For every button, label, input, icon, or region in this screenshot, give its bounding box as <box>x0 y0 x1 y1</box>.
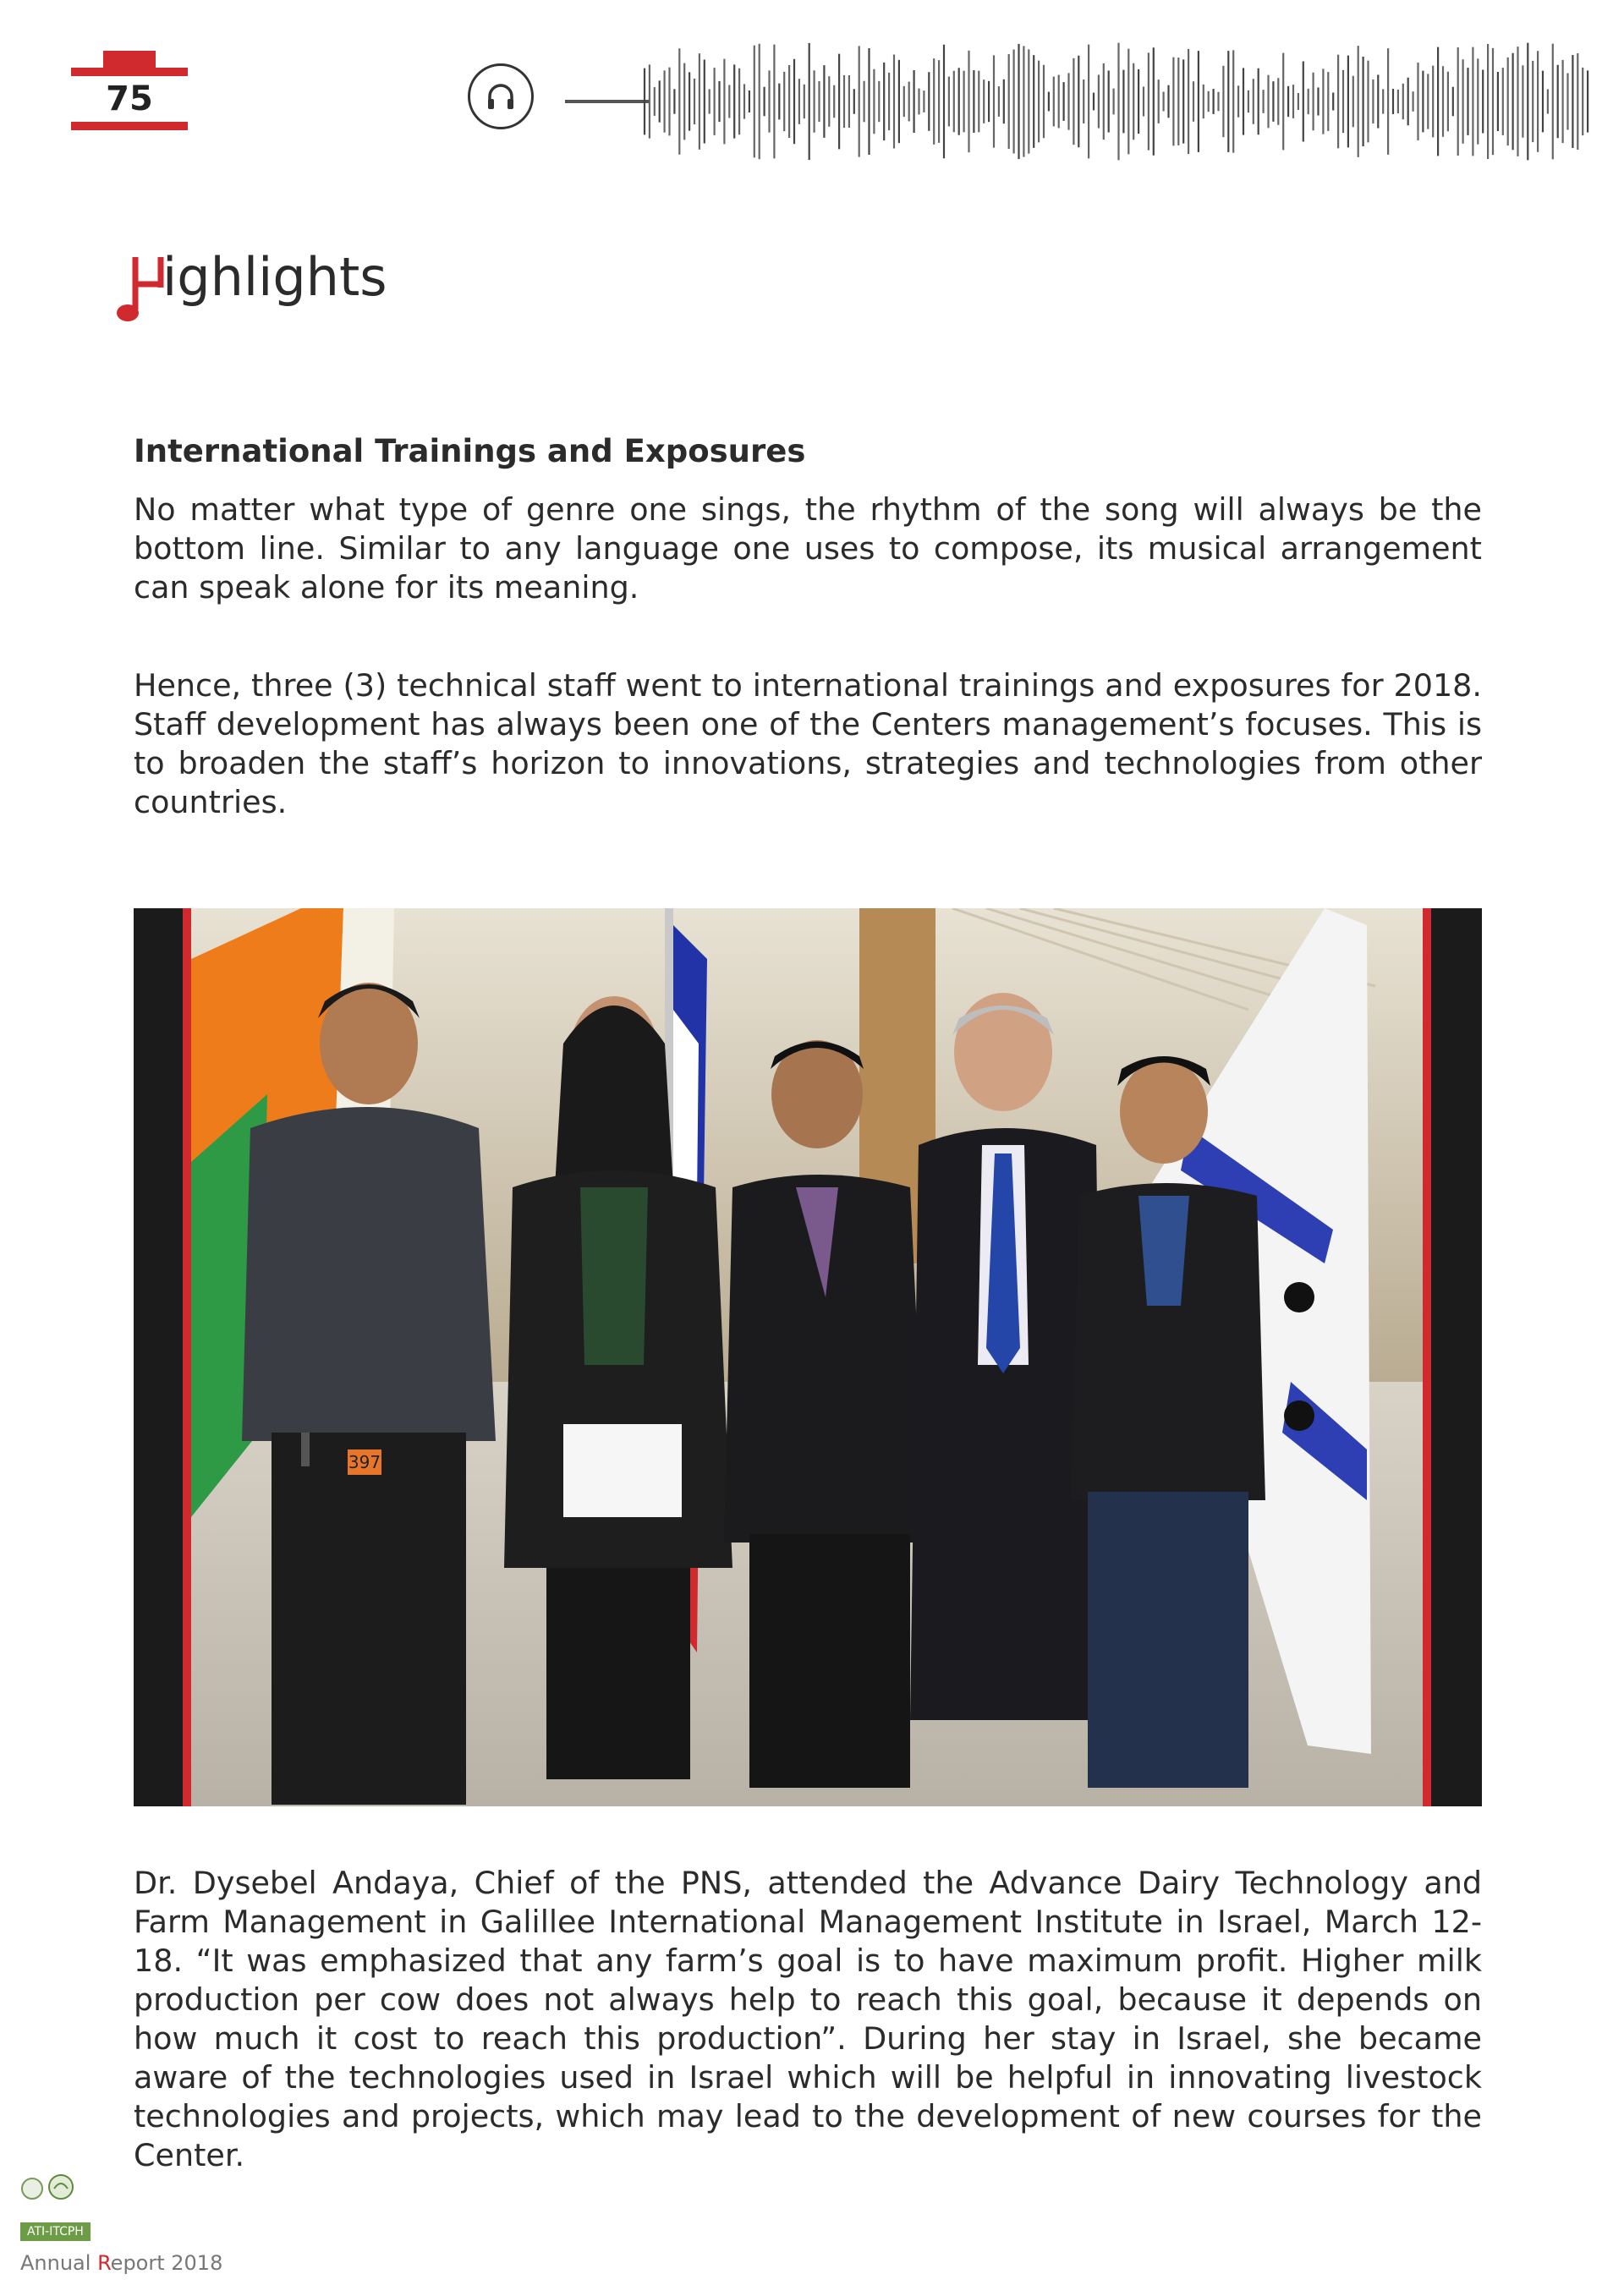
group-photo-scene <box>191 908 1423 1806</box>
page-number-block <box>71 51 188 125</box>
annual-label-r: R <box>97 2251 111 2275</box>
annual-label-rest: eport 2018 <box>110 2251 223 2275</box>
photo-tag-number: 397 <box>348 1452 381 1472</box>
group-photo <box>134 908 1482 1806</box>
page-number-bar-bottom <box>71 122 188 130</box>
page-number: 75 <box>106 79 153 118</box>
photo-caption: Dr. Dysebel Andaya, Chief of the PNS, attended the Advance Dairy Technology and Farm Management in Galillee International Management Institute in Israel, March 12-18. “It was emphasized that any farm’s goal is to have maximum profit. Higher milk production per cow does not always help to reach this goal, because it depends on how much it cost to reach this production”. During her stay in Israel, she became aware of the technologies used in Israel which will be helpful in innovating livestock technologies and projects, which may lead to the development of new courses for the Center. <box>134 1865 1482 2173</box>
organization-logos-icon <box>20 2172 88 2206</box>
footer-badge: ATI-ITCPH <box>20 2222 91 2241</box>
page-number-bar-top <box>71 68 188 76</box>
page-number-tab-top <box>103 51 156 68</box>
photo-border-right <box>1423 908 1431 1806</box>
page-title-text: ighlights <box>162 246 387 308</box>
waveform-lead-line <box>565 100 650 103</box>
audio-waveform-graphic <box>643 34 1603 169</box>
annual-label-prefix: Annual <box>20 2251 98 2275</box>
paragraph-2: Hence, three (3) technical staff went to international trainings and exposures for 2018. Staff development has always been one of the Centers management’s focuses. This is to broaden the staff’s horizon to innovations, strategies and technologies from other countries. <box>134 667 1482 820</box>
headphone-icon <box>468 63 534 129</box>
paragraph-1: No matter what type of genre one sings, the rhythm of the song will always be the bottom line. Similar to any language one uses to compose, its musical arrangement can speak alone for its meaning. <box>134 491 1482 606</box>
annual-report-label <box>20 2251 222 2275</box>
footer-branding <box>20 2172 223 2290</box>
photo-border-left <box>183 908 191 1806</box>
section-subheading: International Trainings and Exposures <box>134 433 806 469</box>
